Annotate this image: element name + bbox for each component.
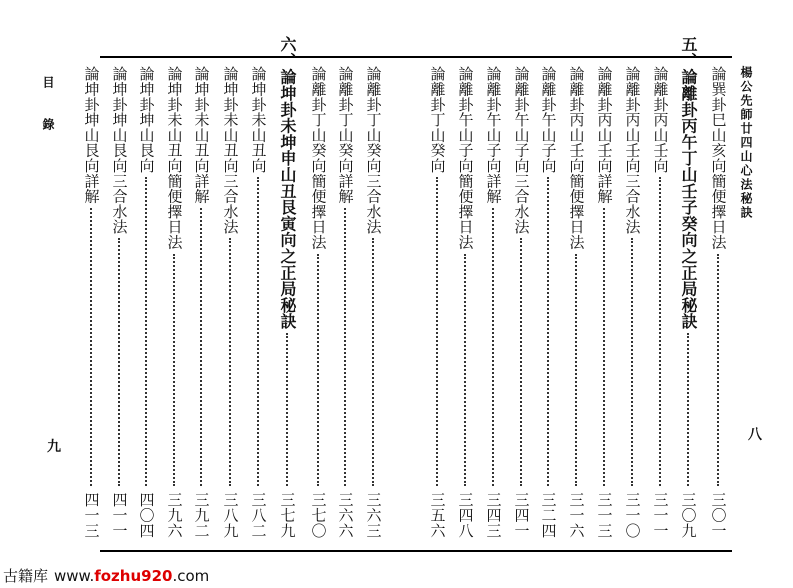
toc-entry[interactable] <box>565 0 587 588</box>
toc-entry[interactable] <box>163 0 185 588</box>
toc-entry[interactable] <box>537 0 559 588</box>
toc-entry[interactable] <box>108 0 130 588</box>
toc-entry-page: 三〇一 <box>709 492 728 538</box>
toc-entry-title: 論離卦午山子向三合水法 <box>512 66 531 235</box>
toc-leader-dots <box>464 254 466 486</box>
toc-leader-dots <box>173 254 175 486</box>
site-url-prefix: www. <box>54 566 95 585</box>
toc-entry-title: 論坤卦坤山艮向三合水法 <box>110 66 129 235</box>
toc-entry[interactable] <box>307 0 329 588</box>
toc-entry[interactable] <box>593 0 615 588</box>
toc-entry-title: 論坤卦未山丑向 <box>249 66 268 174</box>
toc-entry[interactable] <box>135 0 157 588</box>
site-watermark <box>0 563 218 588</box>
toc-leader-dots <box>436 177 438 486</box>
toc-entry-page: 四一一 <box>110 492 129 538</box>
toc-entry-title: 論離卦丙山壬向三合水法 <box>623 66 642 235</box>
toc-entry-title: 論巽卦巳山亥向簡便擇日法 <box>709 66 728 250</box>
site-name: 古籍库 <box>3 567 49 585</box>
toc-entry[interactable] <box>649 0 671 588</box>
toc-entry-title: 論離卦丙山壬向 <box>651 66 670 174</box>
toc-entry[interactable] <box>247 0 269 588</box>
toc-entry-page: 四一三 <box>82 492 101 538</box>
toc-leader-dots <box>229 238 231 486</box>
toc-entry-page: 三六三 <box>364 492 383 538</box>
toc-entry-title: 論坤卦未山丑向三合水法 <box>221 66 240 235</box>
toc-entry-title: 論離卦丁山癸向詳解 <box>336 66 355 204</box>
toc-entry-page: 三六六 <box>336 492 355 538</box>
toc-entry[interactable] <box>482 0 504 588</box>
toc-leader-dots <box>659 177 661 486</box>
toc-entry-title: 論坤卦未山丑向詳解 <box>192 66 211 204</box>
toc-entry[interactable] <box>454 0 476 588</box>
toc-leader-dots <box>717 254 719 486</box>
toc-entry-title: 論坤卦坤山艮向 <box>137 66 156 174</box>
toc-entry-title: 論離卦午山子向 <box>539 66 558 174</box>
toc-leader-dots <box>200 208 202 486</box>
toc-entry-title: 六、論坤卦未坤申山丑艮寅向之正局秘訣 <box>278 36 297 330</box>
toc-leader-dots <box>286 333 288 486</box>
toc-entry-title: 論離卦丁山癸向簡便擇日法 <box>309 66 328 250</box>
toc-entry-page: 三四三 <box>484 492 503 538</box>
toc-entry-page: 三八九 <box>221 492 240 538</box>
toc-entry-title: 論離卦丁山癸向 <box>428 66 447 174</box>
toc-entry[interactable] <box>80 0 102 588</box>
toc-leader-dots <box>575 254 577 486</box>
toc-entry-title: 論離卦丙山壬向詳解 <box>595 66 614 204</box>
book-title-header: 楊公先師廿四山心法秘訣 <box>739 66 753 220</box>
toc-entry[interactable] <box>707 0 729 588</box>
toc-entry[interactable] <box>362 0 384 588</box>
toc-entry[interactable] <box>276 0 298 588</box>
toc-entry-page: 三一三 <box>595 492 614 538</box>
toc-leader-dots <box>520 238 522 486</box>
site-url-suffix: .com <box>172 566 210 585</box>
toc-entry-page: 三一〇 <box>623 492 642 538</box>
toc-entry-page: 三五六 <box>428 492 447 538</box>
left-page-number: 九 <box>47 439 61 455</box>
toc-entry[interactable] <box>219 0 241 588</box>
toc-leader-dots <box>344 208 346 486</box>
toc-entry-page: 三八二 <box>249 492 268 538</box>
toc-leader-dots <box>257 177 259 486</box>
toc-entry-title: 論離卦午山子向詳解 <box>484 66 503 204</box>
toc-entry-page: 三一一 <box>651 492 670 538</box>
toc-entry-title: 論離卦午山子向簡便擇日法 <box>456 66 475 250</box>
toc-entry-title: 五、論離卦丙午丁山壬子癸向之正局秘訣 <box>679 36 698 330</box>
toc-entry-title: 論離卦丁山癸向三合水法 <box>364 66 383 235</box>
toc-entry-page: 三四一 <box>512 492 531 538</box>
toc-entry-page: 四〇四 <box>137 492 156 538</box>
toc-entry[interactable] <box>677 0 699 588</box>
toc-leader-dots <box>687 333 689 486</box>
toc-leader-dots <box>118 238 120 486</box>
toc-leader-dots <box>145 177 147 486</box>
toc-entry[interactable] <box>334 0 356 588</box>
contents-label: 目 錄 <box>41 76 55 138</box>
toc-leader-dots <box>631 238 633 486</box>
toc-entry-page: 三一六 <box>567 492 586 538</box>
toc-leader-dots <box>492 208 494 486</box>
toc-leader-dots <box>90 208 92 486</box>
toc-entry-title: 論坤卦坤山艮向詳解 <box>82 66 101 204</box>
toc-entry[interactable] <box>190 0 212 588</box>
toc-entry-title: 論坤卦未山丑向簡便擇日法 <box>165 66 184 250</box>
toc-entry[interactable] <box>510 0 532 588</box>
toc-entry[interactable] <box>426 0 448 588</box>
toc-entry-page: 三七〇 <box>309 492 328 538</box>
toc-entry-page: 三九二 <box>192 492 211 538</box>
toc-entry-page: 三七九 <box>278 492 297 538</box>
toc-entry-page: 三二四 <box>539 492 558 538</box>
toc-entry-page: 三九六 <box>165 492 184 538</box>
toc-entry-page: 三四八 <box>456 492 475 538</box>
site-url-brand: fozhu920 <box>94 566 173 585</box>
toc-entry-title: 論離卦丙山壬向簡便擇日法 <box>567 66 586 250</box>
right-page-number: 八 <box>748 427 762 443</box>
toc-entry[interactable] <box>621 0 643 588</box>
toc-leader-dots <box>317 254 319 486</box>
toc-leader-dots <box>603 208 605 486</box>
toc-leader-dots <box>547 177 549 486</box>
toc-entry-page: 三〇九 <box>679 492 698 538</box>
toc-leader-dots <box>372 238 374 486</box>
